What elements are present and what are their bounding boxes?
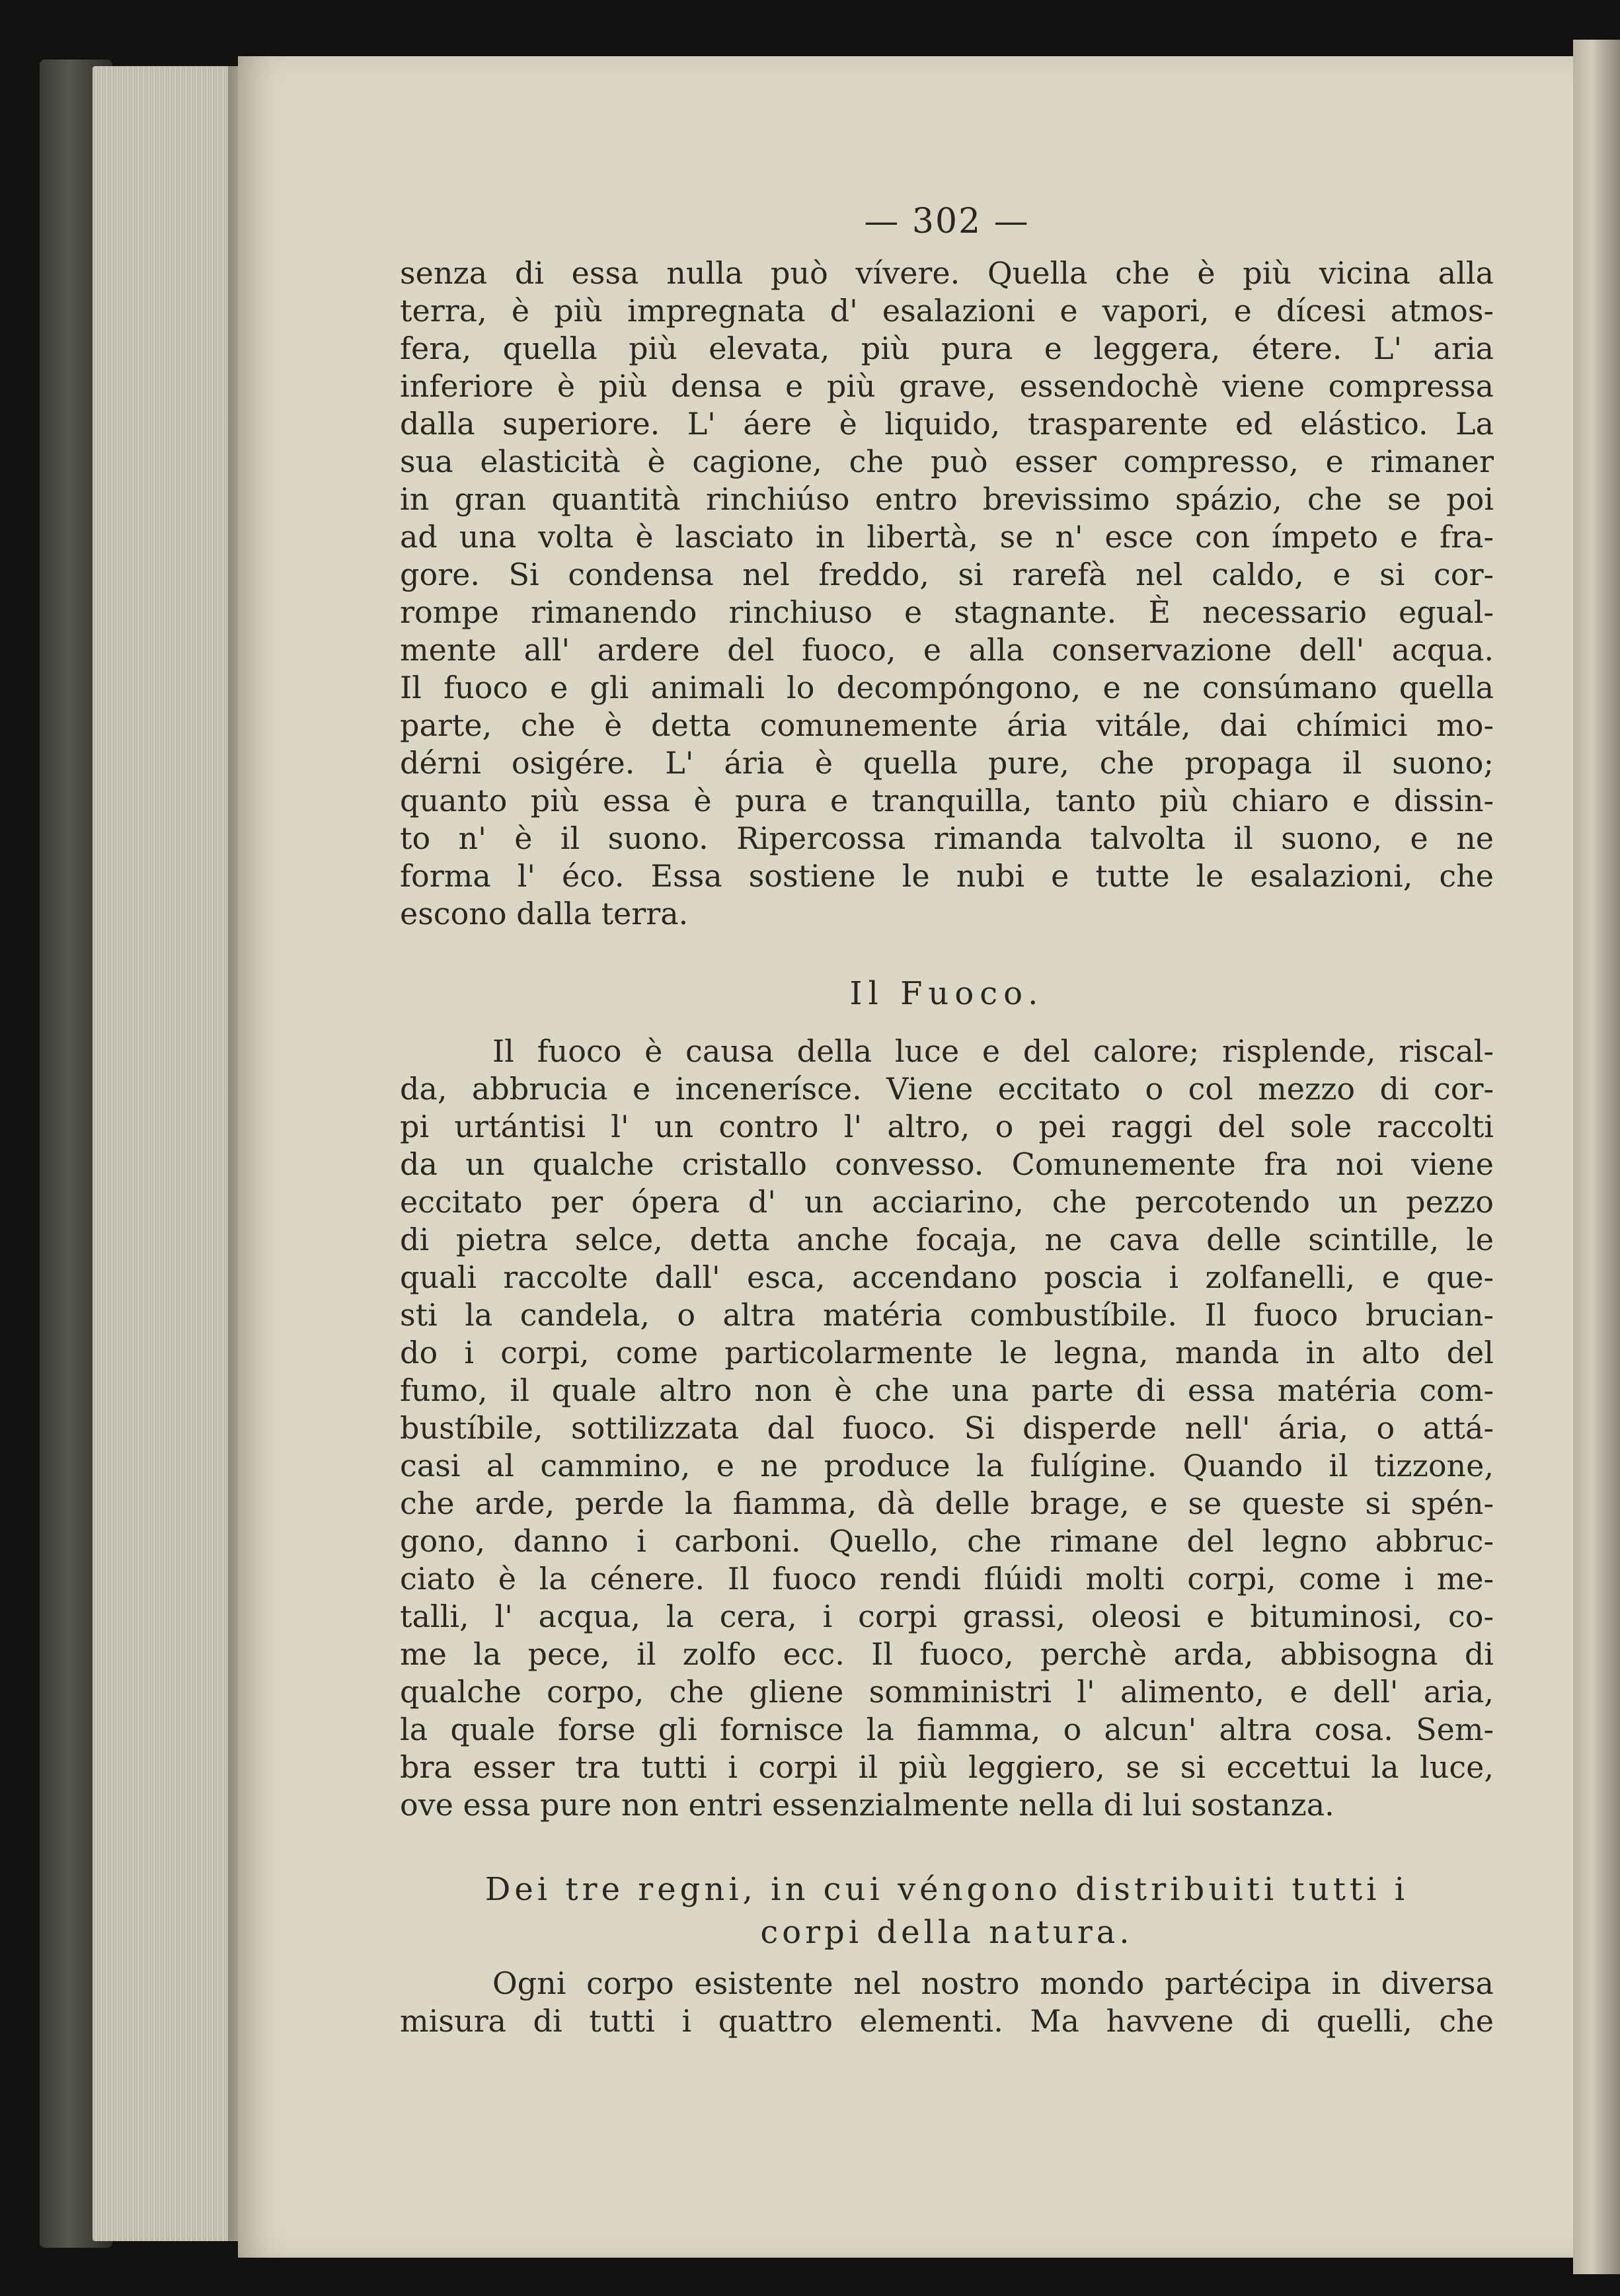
text-line: escono dalla terra. xyxy=(400,896,689,931)
text-line: quali raccolte dall' esca, accendano poscia i zolfanelli, e que- xyxy=(400,1259,1494,1295)
text-line: casi al cammino, e ne produce la fulígine. Quando il tizzone, xyxy=(400,1448,1494,1484)
text-line: Ogni corpo esistente nel nostro mondo partécipa in diversa xyxy=(492,1965,1494,2001)
text-line: gono, danno i carboni. Quello, che rimane del legno abbruc- xyxy=(400,1523,1494,1559)
text-line: dalla superiore. L' áere è liquido, trasparente ed elástico. La xyxy=(400,406,1494,442)
text-line: ciato è la cénere. Il fuoco rendi flúidi molti corpi, come i me- xyxy=(400,1561,1494,1597)
page-edges xyxy=(93,66,245,2241)
text-line: dérni osigére. L' ária è quella pure, che propaga il suono; xyxy=(400,745,1494,781)
text-line: senza di essa nulla può vívere. Quella che è più vicina alla xyxy=(400,255,1494,291)
text-line: me la pece, il zolfo ecc. Il fuoco, perchè arda, abbisogna di xyxy=(400,1636,1494,1672)
text-line: ad una volta è lasciato in libertà, se n' esce con ímpeto e fra- xyxy=(400,519,1494,555)
text-line: Il fuoco è causa della luce e del calore; risplende, riscal- xyxy=(492,1033,1494,1069)
text-line: sti la candela, o altra matéria combustíbile. Il fuoco brucian- xyxy=(400,1297,1494,1333)
text-line: sua elasticità è cagione, che può esser compresso, e rimaner xyxy=(400,444,1494,479)
next-page-edge xyxy=(1573,40,1620,2274)
text-line: qualche corpo, che gliene somministri l' alimento, e dell' aria, xyxy=(400,1674,1494,1710)
text-line: che arde, perde la fiamma, dà delle brage, e se queste si spén- xyxy=(400,1485,1494,1521)
text-line: inferiore è più densa e più grave, essendochè viene compressa xyxy=(400,368,1494,404)
text-line: terra, è più impregnata d' esalazioni e vapori, e dícesi atmos- xyxy=(400,293,1494,329)
text-line: da, abbrucia e incenerísce. Viene eccitato o col mezzo di cor- xyxy=(400,1071,1494,1107)
text-line: gore. Si condensa nel freddo, si rarefà nel caldo, e si cor- xyxy=(400,557,1494,592)
text-line: eccitato per ópera d' un acciarino, che percotendo un pezzo xyxy=(400,1184,1494,1220)
text-line: in gran quantità rinchiúso entro brevissimo spázio, che se poi xyxy=(400,481,1494,517)
text-line: misura di tutti i quattro elementi. Ma havvene di quelli, che xyxy=(400,2003,1494,2039)
text-line: to n' è il suono. Ripercossa rimanda talvolta il suono, e ne xyxy=(400,820,1494,856)
text-line: di pietra selce, detta anche focaja, ne cava delle scintille, le xyxy=(400,1222,1494,1257)
page-number: — 302 — xyxy=(864,202,1030,241)
text-line: do i corpi, come particolarmente le legna, manda in alto del xyxy=(400,1335,1494,1370)
text-line: forma l' éco. Essa sostiene le nubi e tutte le esalazioni, che xyxy=(400,858,1494,894)
text-line: rompe rimanendo rinchiuso e stagnante. È necessario egual- xyxy=(400,594,1494,630)
text-line: pi urtántisi l' un contro l' altro, o pei raggi del sole raccolti xyxy=(400,1109,1494,1144)
text-line: mente all' ardere del fuoco, e alla conservazione dell' acqua. xyxy=(400,632,1494,668)
section-heading-kingdoms: Dei tre regni, in cui véngono distribuiti tutti i xyxy=(484,1871,1409,1908)
text-line: quanto più essa è pura e tranquilla, tanto più chiaro e dissin- xyxy=(400,783,1494,818)
text-line: fera, quella più elevata, più pura e leggera, étere. L' aria xyxy=(400,331,1494,366)
text-line: Il fuoco e gli animali lo decompóngono, e ne consúmano quella xyxy=(400,670,1494,705)
section-heading-kingdoms-cont: corpi della natura. xyxy=(760,1914,1134,1951)
text-line: bustíbile, sottilizzata dal fuoco. Si disperde nell' ária, o attá- xyxy=(400,1410,1494,1446)
text-line: fumo, il quale altro non è che una parte di essa matéria com- xyxy=(400,1372,1494,1408)
text-line: talli, l' acqua, la cera, i corpi grassi, oleosi e bituminosi, co- xyxy=(400,1599,1494,1634)
text-line: parte, che è detta comunemente ária vitále, dai chímici mo- xyxy=(400,707,1494,743)
text-line: la quale forse gli fornisce la fiamma, o alcun' altra cosa. Sem- xyxy=(400,1712,1494,1747)
text-line: da un qualche cristallo convesso. Comunemente fra noi viene xyxy=(400,1146,1494,1182)
text-line: bra esser tra tutti i corpi il più leggiero, se si eccettui la luce, xyxy=(400,1749,1494,1785)
text-line: ove essa pure non entri essenzialmente nella di lui sostanza. xyxy=(400,1787,1334,1823)
section-heading-fire: Il Fuoco. xyxy=(849,975,1044,1012)
